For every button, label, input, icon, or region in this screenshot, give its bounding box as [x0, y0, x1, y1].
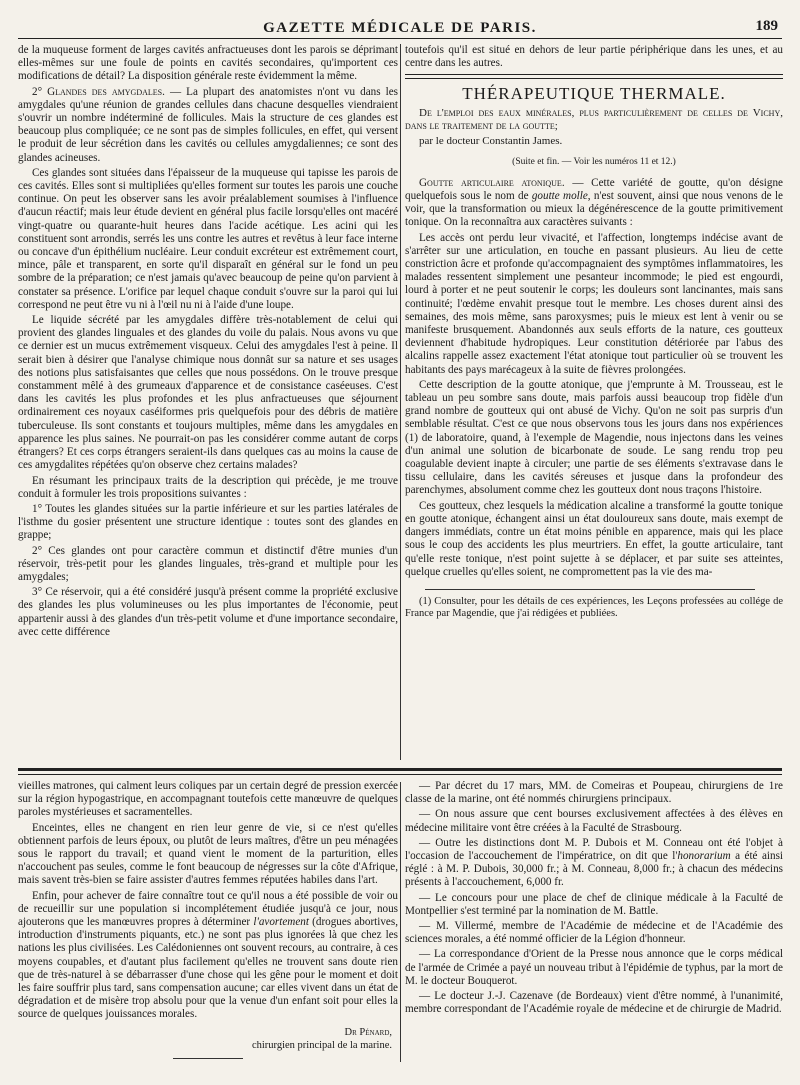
article-author: par le docteur Constantin James. — [419, 134, 563, 147]
news-item: — Le concours pour une place de chef de clinique médicale à la Faculté de Montpellier s'est terminé par la nomination de M. Battle. — [405, 891, 783, 917]
paragraph-text: Enfin, pour achever de faire connaître tout ce qu'il nous a été possible de voir ou de recueillir sur une population si incomplétement étudiée jusqu'à ce jour, nous ajouterons que les manœuvres propres à déterminer — [18, 889, 398, 929]
news-item — [405, 837, 783, 890]
paragraph: toutefois qu'il est situé en dehors de leur partie périphérique dans les unes, et au centre dans les autres. — [405, 44, 783, 70]
news-item: — Par décret du 17 mars, MM. de Comeiras et Poupeau, chirurgiens de 1re classe de la marine, ont été nommés chirurgiens principaux. — [405, 780, 783, 806]
emphasis: honorarium — [677, 850, 731, 863]
proposition: 2° Ces glandes ont pour caractère commun et distinctif d'être munies d'un réservoir, très-petit pour les glandes linguales, très-grand et multiple pour les amygdales; — [18, 544, 398, 583]
continuation-note: (Suite et fin. — Voir les numéros 11 et 12.) — [512, 156, 676, 167]
section-heading: 2° Glandes des amygdales. — [32, 85, 165, 98]
paragraph — [18, 890, 398, 1022]
feuilleton-column — [18, 780, 398, 1080]
news-text: a été ainsi réglé : à M. P. Dubois, 30,000 fr.; à M. Conneau, 8,000 fr.; à chacun des médecins présents à l'accouchement, 6,000 fr. — [405, 850, 783, 889]
news-item: — La correspondance d'Orient de la Presse nous annonce que le corps médical de l'armée de Crimée a payé un nouveau tribut à l'épidémie de typhus, par la mort de M. le docteur Bouquerot. — [405, 948, 783, 987]
paragraph: de la muqueuse forment de larges cavités anfractueuses dont les parois se déprimant elles-mêmes sur une foule de points en cavités secondaires, qu'importent ces modifications de détail? La disposition générale reste évidemment la même. — [18, 44, 398, 83]
column-divider — [400, 782, 401, 1062]
article-rule — [405, 74, 783, 79]
proposition: 1° Toutes les glandes situées sur la partie inférieure et sur les parties latérales de l'isthme du gosier présentent une structure identique : toutes sont des glandes en grappe; — [18, 502, 398, 542]
paragraph: En résumant les principaux traits de la description qui précède, je me trouve conduit à formuler les trois propositions suivantes : — [18, 474, 398, 500]
news-item: — On nous assure que cent bourses exclusivement affectées à des élèves en médecine militaire vont être créées à la Faculté de Strasbourg. — [405, 808, 783, 834]
news-item: — Le docteur J.-J. Cazenave (de Bordeaux) vient d'être nommé, à l'unanimité, membre correspondant de l'Académie royale de médecine et de chirurgie de Madrid. — [405, 990, 783, 1016]
paragraph-text: — Cette variété de goutte, qu'on désigne quelquefois sous le nom de — [405, 176, 783, 203]
section-divider-thin — [18, 774, 782, 775]
end-rule — [173, 1058, 243, 1059]
footnote-rule — [425, 589, 755, 590]
signature-title: chirurgien principal de la marine. — [251, 1039, 392, 1051]
journal-title: GAZETTE MÉDICALE DE PARIS. — [263, 19, 537, 36]
paragraph-text: (drogues abortives, introduction d'instruments piquants, etc.) ne sont pas plus ignorées là que chez les nations les plus civilisées. Les Calédoniennes ont souvent recours, au contraire, à ces moyens coupables, et d'autant plus facilement qu'elles ne trouvent sans doute rien que de très-naturel à se débarrasser d'une chose qui les gêne pour le moment et doit les faire souffrir plus tard, sans compensation aucune; car elles vivent dans un état de dégradation et de misère trop absolu pour que la venue d'un enfant soit pour elles la source de quelques jouissances morales. — [18, 916, 398, 1021]
paragraph: Les accès ont perdu leur vivacité, et l'affection, longtemps indécise avant de s'arrêter sur une articulation, en touche en passant plusieurs. Au lieu de cette constriction âcre et profonde qu'accompagnaient des symptômes inflammatoires, les malades ressentent simplement une pesanteur incommode; le pied est engourdi, lourd à porter et ne peut soutenir le corps; les douleurs sont lancinantes, mais sans continuité; l'œdème envahit presque tout le membre. Les choses durent ainsi des semaines, des mois même, sans paroxysmes; puis le mieux est lent à venir ou se manifeste brusquement. Abandonnés aux seuls efforts de la nature, ces goutteux deviennent d'habitude hydropiques. Leur constitution détériorée par l'abus des alcalins rappelle assez exactement l'état atonique tout particulier où se trouvent les habitants des pays marécageux à la suite de fièvres prolongées. — [405, 231, 783, 376]
right-column — [405, 44, 783, 764]
paragraph: Cette description de la goutte atonique, que j'emprunte à M. Trousseau, est le tableau un peu sombre sans doute, mais parfois aussi beaucoup trop fidèle d'un grand nombre de goutteux qui ont abusé de Vichy. Qu'on ne soit pas surpris d'un semblable résultat. C'est ce que nous observons tous les jours dans nos expériences (1) de laboratoire, quand, à l'exemple de Magendie, nous injectons dans les veines d'un animal une solution de bicarbonate de soude. Le sang rendu trop peu coagulable devient inapte à circuler; une partie de ses éléments s'extravase dans le tissu cellulaire, dans les cavités séreuses et jusque dans la profondeur des parenchymes, absolument comme chez les goutteux dont nous traçons l'histoire. — [405, 378, 783, 497]
signature-name: Dr Pénard, — [344, 1026, 392, 1038]
page-number: 189 — [755, 18, 778, 34]
paragraph-text: , n'est souvent, ainsi que nous venons de le voir, que la transformation ou mieux la dégénérescence de la goutte primitivement tonique. On la reconnaîtra aux caractères suivants : — [405, 190, 783, 229]
news-text: — Outre les distinctions dont M. P. Dubois et M. Conneau ont été l'objet à l'occasion de l'accouchement de l'impératrice, on dit que l' — [405, 836, 783, 863]
paragraph-text: — La plupart des anatomistes n'ont vu dans les amygdales qu'une réunion de grandes cellules dans chacune desquelles viendraient s'ouvrir un nombre indéterminé de follicules. Mais la structure de ces glandes est beaucoup plus compliquée; ce ne sont pas de simples follicules, en effet, qui versent le produit de leur sécrétion dans les cavités ou cellules amygdaliennes; ce sont des glandes acineuses. — [18, 85, 398, 164]
paragraph: vieilles matrones, qui calment leurs coliques par un certain degré de pression exercée sur la région hypogastrique, en accompagnant toutefois cette manœuvre de quelques paroles mystérieuses et sacramentelles. — [18, 780, 398, 819]
emphasis: l'avortement — [253, 916, 309, 929]
emphasis: goutte molle — [531, 190, 588, 203]
paragraph — [18, 86, 398, 165]
article-subtitle: De l'emploi des eaux minérales, plus particulièrement de celles de Vichy, dans le traitement de la goutte; — [405, 106, 783, 132]
footnote: (1) Consulter, pour les détails de ces expériences, les Leçons professées au collége de France par Magendie, que j'ai rédigées et publiées. — [405, 595, 783, 620]
section-heading: Goutte articulaire atonique. — [419, 176, 565, 189]
signature — [18, 1026, 398, 1052]
left-column — [18, 44, 398, 761]
article-title: THÉRAPEUTIQUE THERMALE. — [462, 84, 726, 104]
proposition: 3° Ce réservoir, qui a été considéré jusqu'à présent comme la propriété exclusive des glandes les plus volumineuses ou les plus importantes de l'économie, peut appartenir aussi à des glandes d'un très-petit volume et d'une importance secondaire, avec cette différence — [18, 586, 398, 638]
section-divider — [18, 768, 782, 771]
column-divider — [400, 44, 401, 760]
paragraph — [405, 177, 783, 230]
paragraph: Le liquide sécrété par les amygdales diffère très-notablement de celui qui provient des glandes linguales et des glandes du voile du palais. Nous avons vu que ce dernier est un mucus extrêmement visqueux. Celui des amygdales l'est à peine. Il serait bien à désirer que l'analyse chimique nous donnât sur sa nature et ses usages des notions plus satisfaisantes que celles que nous possédons. On le trouve presque constamment mêlé à des grumeaux d'apparence et de consistance caséeuses. C'est dans les cavités les plus profondes et les plus anfractueuses que séjournent ordinairement ces noyaux caséiformes pris quelquefois pour des débris de matière tuberculeuse. Ils sont constants et toujours multiples, même dans les amygdales en apparence les plus saines. Ne pourrait-on pas les considérer comme autant de corps étrangers? Et ces corps étrangers seraient-ils dans quelques cas au moins la cause de ces amygdalites répétées qu'on observe chez certains malades? — [18, 314, 398, 472]
paragraph: Enceintes, elles ne changent en rien leur genre de vie, si ce n'est qu'elles obtiennent parfois de leurs époux, ou plutôt de leurs maîtres, d'être un peu ménagées sous le rapport du travail; et quand vient le moment de la parturition, elles n'accouchent pas seules, comme le font beaucoup de négresses sur la côte d'Afrique, mais savent très-bien se faire assister d'autres femmes réputées habiles dans l'art. — [18, 821, 398, 887]
news-item: — M. Villermé, membre de l'Académie de médecine et de l'Académie des sciences morales, a été nommé officier de la Légion d'honneur. — [405, 920, 783, 946]
paragraph: Ces goutteux, chez lesquels la médication alcaline a transformé la goutte tonique en goutte atonique, échangent ainsi un état douloureux sans doute, mais exempt de dangers immédiats, contre un état moins pénible en apparence, mais qui les place sous le coup des accidents les plus meurtriers. En effet, la goutte articulaire, tant qu'elle reste tonique, n'est point sujette à se déplacer, et par suite ses atteintes, quelque cruelles qu'elles soient, ne compromettent pas la vie des ma- — [405, 499, 783, 578]
paragraph: Ces glandes sont situées dans l'épaisseur de la muqueuse qui tapisse les parois de ces cavités. Elles sont si multipliées qu'elles forment sur toutes les parois une couche continue. On peut les observer sans les avoir préalablement soumises à l'influence d'aucun réactif; mais leur étude devient en général plus facile lorsqu'elles ont macéré vingt-quatre ou quarante-huit heures dans l'acide acétique. Les acini qui les constituent sont arrondis, serrés les uns contre les autres et revêtus à leur face interne ou concave d'un épithélium nucléaire. Leur conduit excréteur est extrêmement court, mince, pâle et transparent, en sorte qu'il disparaît en général sur le fond un peu sombre de la préparation; ce n'est jamais qu'avec beaucoup de peine qu'on parvient à constater sa présence. L'orifice par lequel chaque conduit s'ouvre sur la paroi qui lui correspond ne peut être vu ni à l'œil nu ni à l'aide d'une loupe. — [18, 166, 398, 311]
running-header — [18, 18, 782, 39]
news-column — [405, 780, 783, 1080]
